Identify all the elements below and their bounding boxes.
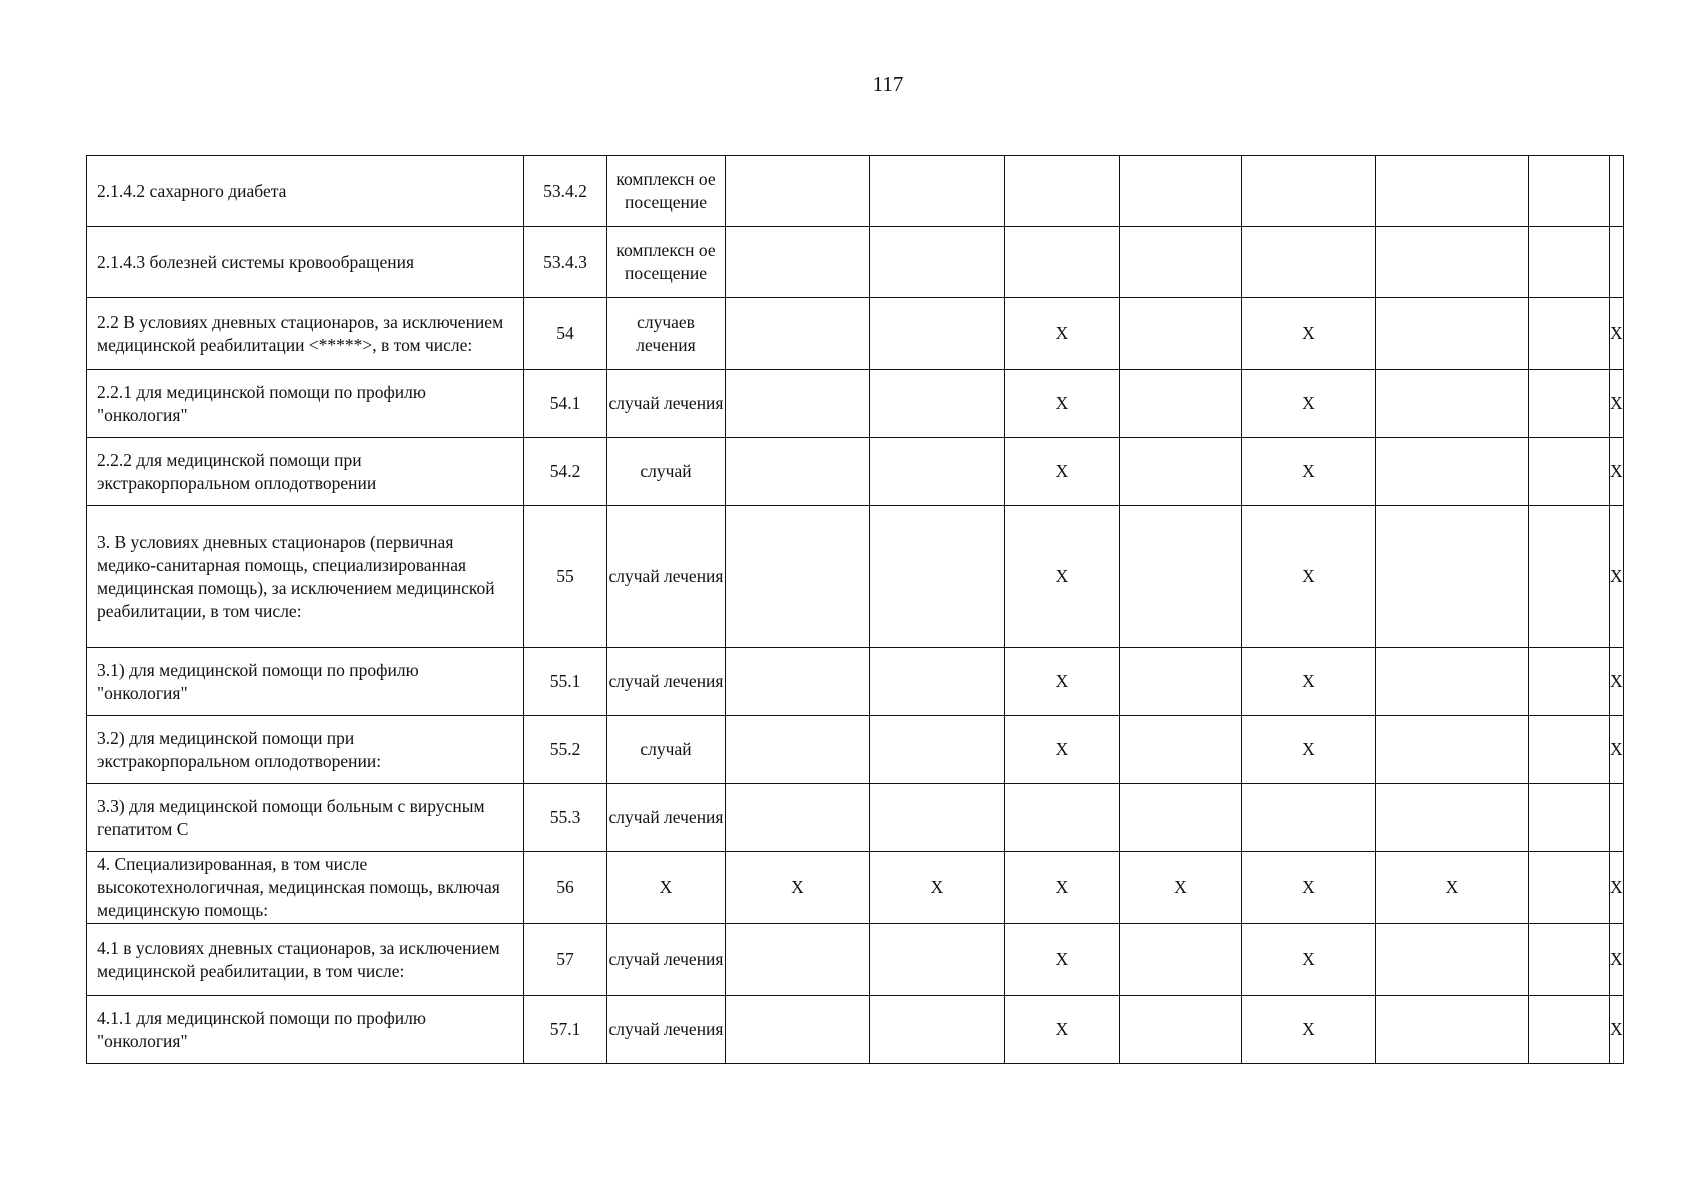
row-number-cell-text: 55.3 <box>549 807 581 827</box>
row-number-cell <box>524 784 607 852</box>
unit-cell-text: случай лечения <box>608 807 724 827</box>
value-cell-text: X <box>1610 393 1623 413</box>
value-cell-text: X <box>1610 949 1623 969</box>
row-number-cell-text: 56 <box>556 877 574 897</box>
value-cell <box>1005 648 1120 716</box>
value-cell-text: X <box>1302 671 1315 691</box>
value-cell-text: X <box>1055 461 1069 481</box>
value-cell <box>1242 716 1376 784</box>
value-cell <box>1376 298 1529 370</box>
indicator-name-cell-text: 2.1.4.2 сахарного диабета <box>97 180 287 201</box>
value-cell <box>1529 716 1610 784</box>
indicator-name-cell-text: 4. Специализированная, в том числе высокотехнологичная, медицинская помощь, включая медицинскую помощь: <box>97 854 500 920</box>
value-cell <box>1242 156 1376 227</box>
value-cell <box>870 156 1005 227</box>
value-cell-text: X <box>1610 671 1623 691</box>
unit-cell-text: X <box>659 877 673 897</box>
value-cell <box>1005 227 1120 298</box>
unit-cell-text: случай лечения <box>608 393 724 413</box>
unit-cell-text: комплексн ое посещение <box>616 169 716 212</box>
value-cell-text: X <box>1610 566 1623 586</box>
indicator-name-cell-text: 2.2 В условиях дневных стационаров, за исключением медицинской реабилитации <*****>, в том числе: <box>97 311 504 355</box>
table-row <box>87 852 1624 924</box>
value-cell-text: X <box>1055 323 1069 343</box>
value-cell <box>870 227 1005 298</box>
value-cell <box>870 784 1005 852</box>
value-cell <box>1120 370 1242 438</box>
unit-cell <box>607 716 726 784</box>
value-cell-text: X <box>1610 1019 1623 1039</box>
unit-cell <box>607 648 726 716</box>
value-cell-text: X <box>1302 739 1315 759</box>
value-cell <box>726 227 870 298</box>
value-cell <box>1242 227 1376 298</box>
indicator-name-cell-text: 2.2.1 для медицинской помощи по профилю "онкология" <box>97 381 426 425</box>
indicator-name-cell-text: 4.1 в условиях дневных стационаров, за исключением медицинской реабилитации, в том числе: <box>97 937 500 981</box>
value-cell <box>1610 156 1624 227</box>
value-cell <box>1529 996 1610 1064</box>
indicator-name-cell <box>87 227 524 298</box>
row-number-cell <box>524 716 607 784</box>
table-row <box>87 298 1624 370</box>
value-cell <box>870 370 1005 438</box>
indicator-name-cell <box>87 996 524 1064</box>
row-number-cell <box>524 648 607 716</box>
value-cell <box>726 924 870 996</box>
value-cell-text: X <box>1055 393 1069 413</box>
value-cell <box>1610 996 1624 1064</box>
value-cell <box>1610 438 1624 506</box>
value-cell <box>1529 438 1610 506</box>
value-cell <box>1005 156 1120 227</box>
indicator-name-cell <box>87 648 524 716</box>
table-row <box>87 996 1624 1064</box>
indicator-name-cell-text: 3. В условиях дневных стационаров (первичная медико-санитарная помощь, специализированная медицинская помощь), за исключением медицинской реабилитации, в том числе: <box>97 531 495 621</box>
value-cell <box>870 438 1005 506</box>
value-cell <box>1005 996 1120 1064</box>
table-row <box>87 227 1624 298</box>
row-number-cell <box>524 996 607 1064</box>
value-cell <box>726 852 870 924</box>
value-cell <box>1610 506 1624 648</box>
row-number-cell-text: 53.4.2 <box>543 180 587 201</box>
row-number-cell-text: 57.1 <box>549 1019 581 1039</box>
row-number-cell-text: 53.4.3 <box>543 251 587 272</box>
value-cell <box>1242 648 1376 716</box>
value-cell <box>1610 784 1624 852</box>
value-cell <box>870 716 1005 784</box>
value-cell-text: X <box>1302 393 1315 413</box>
value-cell-text: X <box>1610 461 1623 481</box>
value-cell <box>1005 298 1120 370</box>
value-cell <box>1005 716 1120 784</box>
value-cell <box>1005 506 1120 648</box>
value-cell-text: X <box>930 877 944 897</box>
value-cell <box>1120 996 1242 1064</box>
value-cell <box>1005 370 1120 438</box>
value-cell <box>1376 370 1529 438</box>
row-number-cell-text: 54.1 <box>549 393 581 413</box>
value-cell <box>1242 852 1376 924</box>
indicator-name-cell <box>87 438 524 506</box>
value-cell <box>870 648 1005 716</box>
value-cell <box>1610 370 1624 438</box>
indicator-name-cell <box>87 156 524 227</box>
value-cell-text: X <box>1302 566 1315 586</box>
value-cell <box>726 506 870 648</box>
indicator-name-cell-text: 3.1) для медицинской помощи по профилю "онкология" <box>97 659 419 703</box>
value-cell <box>1120 784 1242 852</box>
value-cell-text: X <box>1055 877 1069 897</box>
value-cell <box>1376 506 1529 648</box>
unit-cell-text: случай <box>640 461 692 481</box>
value-cell <box>1610 648 1624 716</box>
indicator-name-cell <box>87 852 524 924</box>
value-cell <box>1529 506 1610 648</box>
value-cell <box>870 996 1005 1064</box>
row-number-cell-text: 54.2 <box>549 461 581 481</box>
table-row <box>87 716 1624 784</box>
value-cell <box>1529 784 1610 852</box>
value-cell-text: X <box>1610 877 1623 897</box>
value-cell <box>1376 438 1529 506</box>
value-cell <box>1376 156 1529 227</box>
value-cell <box>1005 784 1120 852</box>
value-cell <box>1529 924 1610 996</box>
value-cell-text: X <box>1055 566 1069 586</box>
value-cell <box>1242 924 1376 996</box>
row-number-cell <box>524 506 607 648</box>
value-cell <box>1242 298 1376 370</box>
value-cell <box>1242 506 1376 648</box>
value-cell-text: X <box>1055 739 1069 759</box>
row-number-cell <box>524 156 607 227</box>
value-cell <box>1120 438 1242 506</box>
row-number-cell <box>524 438 607 506</box>
value-cell <box>726 716 870 784</box>
table-row <box>87 648 1624 716</box>
value-cell-text: X <box>1302 877 1315 897</box>
indicator-name-cell <box>87 506 524 648</box>
value-cell <box>1610 924 1624 996</box>
unit-cell <box>607 784 726 852</box>
indicator-name-cell-text: 3.3) для медицинской помощи больным с вирусным гепатитом С <box>97 795 485 839</box>
value-cell <box>726 648 870 716</box>
value-cell-text: X <box>1302 323 1315 343</box>
value-cell <box>726 996 870 1064</box>
value-cell <box>1529 298 1610 370</box>
unit-cell <box>607 298 726 370</box>
value-cell <box>1005 924 1120 996</box>
value-cell <box>1610 298 1624 370</box>
value-cell <box>1242 370 1376 438</box>
table-row <box>87 924 1624 996</box>
unit-cell <box>607 996 726 1064</box>
value-cell <box>1376 784 1529 852</box>
value-cell <box>1242 996 1376 1064</box>
indicator-name-cell <box>87 716 524 784</box>
value-cell <box>726 156 870 227</box>
value-cell <box>1529 370 1610 438</box>
value-cell-text: X <box>1055 671 1069 691</box>
value-cell <box>1376 716 1529 784</box>
value-cell <box>1529 648 1610 716</box>
indicator-name-cell <box>87 370 524 438</box>
row-number-cell-text: 55.2 <box>549 739 581 759</box>
value-cell <box>870 506 1005 648</box>
indicator-name-cell <box>87 298 524 370</box>
row-number-cell <box>524 924 607 996</box>
row-number-cell-text: 54 <box>556 323 574 343</box>
table-row <box>87 438 1624 506</box>
value-cell <box>1529 227 1610 298</box>
row-number-cell-text: 55.1 <box>549 671 581 691</box>
value-cell <box>726 784 870 852</box>
table-row <box>87 784 1624 852</box>
value-cell <box>1376 924 1529 996</box>
table-body <box>87 156 1624 1064</box>
indicator-name-cell-text: 2.1.4.3 болезней системы кровообращения <box>97 251 415 272</box>
value-cell <box>726 298 870 370</box>
unit-cell <box>607 370 726 438</box>
row-number-cell <box>524 298 607 370</box>
value-cell <box>1529 156 1610 227</box>
value-cell-text: X <box>1610 323 1623 343</box>
value-cell-text: X <box>791 877 804 897</box>
value-cell-text: X <box>1610 739 1623 759</box>
row-number-cell-text: 57 <box>556 949 574 969</box>
value-cell <box>1242 438 1376 506</box>
value-cell-text: X <box>1445 877 1459 897</box>
value-cell <box>1376 648 1529 716</box>
value-cell <box>1005 852 1120 924</box>
value-cell <box>1120 156 1242 227</box>
value-cell <box>1610 852 1624 924</box>
value-cell <box>1120 298 1242 370</box>
unit-cell-text: случай лечения <box>608 949 724 969</box>
table-row <box>87 506 1624 648</box>
value-cell <box>870 298 1005 370</box>
value-cell <box>1005 438 1120 506</box>
value-cell <box>870 924 1005 996</box>
value-cell <box>1120 924 1242 996</box>
unit-cell-text: случай лечения <box>608 671 724 691</box>
row-number-cell <box>524 852 607 924</box>
value-cell-text: X <box>1174 877 1187 897</box>
unit-cell-text: случаев лечения <box>636 311 696 355</box>
page-number: 117 <box>872 72 904 96</box>
unit-cell <box>607 438 726 506</box>
value-cell-text: X <box>1302 461 1315 481</box>
value-cell-text: X <box>1302 1019 1315 1039</box>
value-cell-text: X <box>1055 949 1069 969</box>
unit-cell-text: случай лечения <box>608 1019 724 1039</box>
value-cell <box>1120 852 1242 924</box>
value-cell <box>1376 852 1529 924</box>
value-cell <box>1120 506 1242 648</box>
value-cell <box>1529 852 1610 924</box>
value-cell <box>1120 227 1242 298</box>
value-cell <box>1242 784 1376 852</box>
value-cell <box>1120 716 1242 784</box>
value-cell <box>1376 227 1529 298</box>
indicator-name-cell <box>87 924 524 996</box>
value-cell <box>726 370 870 438</box>
unit-cell <box>607 506 726 648</box>
value-cell <box>1610 716 1624 784</box>
value-cell <box>1376 996 1529 1064</box>
indicator-name-cell-text: 3.2) для медицинской помощи при экстракорпоральном оплодотворении: <box>97 727 382 771</box>
table-row <box>87 156 1624 227</box>
indicator-name-cell-text: 2.2.2 для медицинской помощи при экстракорпоральном оплодотворении <box>97 449 377 493</box>
unit-cell <box>607 924 726 996</box>
value-cell-text: X <box>1302 949 1315 969</box>
unit-cell-text: комплексн ое посещение <box>616 240 716 283</box>
value-cell <box>1610 227 1624 298</box>
value-cell <box>726 438 870 506</box>
value-cell <box>1120 648 1242 716</box>
row-number-cell <box>524 370 607 438</box>
value-cell <box>870 852 1005 924</box>
row-number-cell <box>524 227 607 298</box>
data-table <box>86 155 1624 1064</box>
table-row <box>87 370 1624 438</box>
indicator-name-cell-text: 4.1.1 для медицинской помощи по профилю "онкология" <box>97 1007 426 1051</box>
unit-cell <box>607 227 726 298</box>
unit-cell <box>607 852 726 924</box>
value-cell-text: X <box>1055 1019 1069 1039</box>
row-number-cell-text: 55 <box>556 566 574 586</box>
unit-cell-text: случай лечения <box>608 566 724 586</box>
indicator-name-cell <box>87 784 524 852</box>
unit-cell-text: случай <box>640 739 692 759</box>
unit-cell <box>607 156 726 227</box>
